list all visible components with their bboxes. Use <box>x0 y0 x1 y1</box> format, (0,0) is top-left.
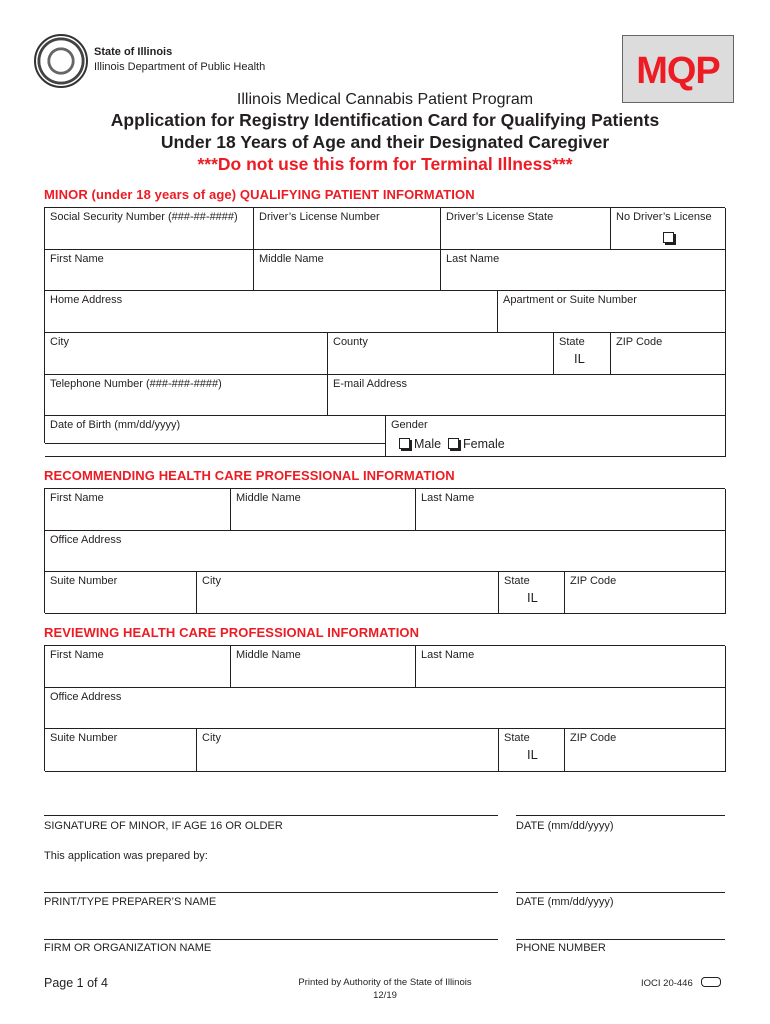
rec-first-name-label: First Name <box>50 492 104 504</box>
preparer-date-label: DATE (mm/dd/yyyy) <box>516 896 614 908</box>
rev-first-name-label: First Name <box>50 649 104 661</box>
rev-city-label: City <box>202 732 221 744</box>
rev-first-name-field[interactable] <box>45 646 231 688</box>
female-label: Female <box>463 437 505 451</box>
rec-suite-label: Suite Number <box>50 575 118 587</box>
home-address-field[interactable] <box>45 291 498 333</box>
rec-middle-name-label: Middle Name <box>236 492 301 504</box>
apartment-field[interactable] <box>498 291 726 333</box>
form-title-line1: Application for Registry Identification Card for Qualifying Patients <box>110 110 660 130</box>
page-number: Page 1 of 4 <box>44 976 108 990</box>
printing-authority <box>270 976 500 1002</box>
dob-label: Date of Birth (mm/dd/yyyy) <box>50 419 181 431</box>
rec-middle-name-field[interactable] <box>231 489 416 531</box>
rec-last-name-field[interactable] <box>416 489 726 531</box>
form-code-footer <box>641 977 721 989</box>
phone-number-label: PHONE NUMBER <box>516 942 606 954</box>
city-label: City <box>50 336 69 348</box>
form-code-text: IOCI 20-446 <box>641 978 693 989</box>
rec-city-field[interactable] <box>197 572 499 614</box>
dl-number-label: Driver’s License Number <box>259 211 380 223</box>
rev-suite-label: Suite Number <box>50 732 118 744</box>
middle-name-label: Middle Name <box>259 253 324 265</box>
dl-number-field[interactable] <box>254 208 441 250</box>
no-dl-checkbox[interactable] <box>663 232 674 243</box>
male-label: Male <box>414 437 442 451</box>
home-address-label: Home Address <box>50 294 123 306</box>
rev-last-name-field[interactable] <box>416 646 726 688</box>
rev-zip-label: ZIP Code <box>570 732 617 744</box>
last-name-field[interactable] <box>441 250 726 291</box>
middle-name-field[interactable] <box>254 250 441 291</box>
zip-label: ZIP Code <box>616 336 663 348</box>
rev-state-value: IL <box>527 747 538 762</box>
rec-office-address-field[interactable] <box>45 531 726 572</box>
preparer-name-line[interactable] <box>44 892 498 893</box>
no-dl-field <box>611 208 726 250</box>
rec-suite-field[interactable] <box>45 572 197 614</box>
zip-field[interactable] <box>611 333 726 375</box>
state-name: State of Illinois <box>94 46 173 58</box>
form-title-line2: Under 18 Years of Age and their Designated Caregiver <box>160 132 610 152</box>
ssn-label: Social Security Number (###-##-####) <box>50 211 238 223</box>
signature-date-label: DATE (mm/dd/yyyy) <box>516 820 614 832</box>
phone-number-line[interactable] <box>516 939 725 940</box>
first-name-label: First Name <box>50 253 104 265</box>
gender-label: Gender <box>391 419 428 431</box>
rev-middle-name-field[interactable] <box>231 646 416 688</box>
apartment-label: Apartment or Suite Number <box>503 294 637 306</box>
email-label: E-mail Address <box>333 378 407 390</box>
rev-office-address-label: Office Address <box>50 691 122 703</box>
dob-field-bottom <box>45 444 385 457</box>
female-checkbox[interactable] <box>448 438 459 449</box>
ssn-field[interactable] <box>45 208 254 250</box>
telephone-label: Telephone Number (###-###-####) <box>50 378 222 390</box>
rec-state-label: State <box>504 575 530 587</box>
rev-middle-name-label: Middle Name <box>236 649 301 661</box>
rec-state-value: IL <box>527 590 538 605</box>
rec-zip-label: ZIP Code <box>570 575 617 587</box>
rev-city-field[interactable] <box>197 729 499 772</box>
prepared-by-text: This application was prepared by: <box>44 850 208 862</box>
rec-first-name-field[interactable] <box>45 489 231 531</box>
department-name: Illinois Department of Public Health <box>94 61 266 73</box>
dl-state-field[interactable] <box>441 208 611 250</box>
no-dl-label: No Driver’s License <box>616 211 712 223</box>
firm-name-line[interactable] <box>44 939 498 940</box>
firm-name-label: FIRM OR ORGANIZATION NAME <box>44 942 212 954</box>
rev-state-label: State <box>504 732 530 744</box>
minor-signature-label: SIGNATURE OF MINOR, IF AGE 16 OR OLDER <box>44 820 283 832</box>
dob-field[interactable] <box>45 416 385 444</box>
preparer-name-label: PRINT/TYPE PREPARER’S NAME <box>44 896 217 908</box>
patient-info-grid <box>44 207 725 451</box>
dl-state-label: Driver’s License State <box>446 211 554 223</box>
last-name-label: Last Name <box>446 253 500 265</box>
recommending-info-grid <box>44 488 725 613</box>
minor-signature-line[interactable] <box>44 815 498 816</box>
reviewing-section-heading: REVIEWING HEALTH CARE PROFESSIONAL INFORMATION <box>44 625 420 640</box>
telephone-field[interactable] <box>45 375 328 416</box>
authority-text: Printed by Authority of the State of Illinois <box>298 977 472 988</box>
rev-suite-field[interactable] <box>45 729 197 772</box>
rev-last-name-label: Last Name <box>421 649 475 661</box>
male-checkbox[interactable] <box>399 438 410 449</box>
rec-zip-field[interactable] <box>565 572 726 614</box>
gender-options <box>399 437 505 451</box>
state-label: State <box>559 336 585 348</box>
preparer-date-line[interactable] <box>516 892 725 893</box>
signature-date-line[interactable] <box>516 815 725 816</box>
county-label: County <box>333 336 368 348</box>
gender-field <box>385 416 726 457</box>
authority-date: 12/19 <box>373 990 397 1001</box>
first-name-field[interactable] <box>45 250 254 291</box>
union-bug-icon <box>701 977 721 987</box>
city-field[interactable] <box>45 333 328 375</box>
rec-office-address-label: Office Address <box>50 534 122 546</box>
county-field[interactable] <box>328 333 554 375</box>
rev-office-address-field[interactable] <box>45 688 726 729</box>
program-name: Illinois Medical Cannabis Patient Program <box>236 91 534 108</box>
state-value: IL <box>574 351 585 366</box>
rec-last-name-label: Last Name <box>421 492 475 504</box>
terminal-illness-warning: ***Do not use this form for Terminal Illness*** <box>197 154 573 174</box>
recommending-section-heading: RECOMMENDING HEALTH CARE PROFESSIONAL INFORMATION <box>44 468 455 483</box>
rev-state-field[interactable] <box>499 729 565 772</box>
reviewing-info-grid <box>44 645 725 771</box>
rec-state-field[interactable] <box>499 572 565 614</box>
illinois-state-seal <box>34 34 88 88</box>
state-field[interactable] <box>554 333 611 375</box>
patient-section-heading: MINOR (under 18 years of age) QUALIFYING PATIENT INFORMATION <box>44 187 475 202</box>
rec-city-label: City <box>202 575 221 587</box>
form-code-badge: MQP <box>622 35 734 103</box>
email-field[interactable] <box>328 375 726 416</box>
rev-zip-field[interactable] <box>565 729 726 772</box>
